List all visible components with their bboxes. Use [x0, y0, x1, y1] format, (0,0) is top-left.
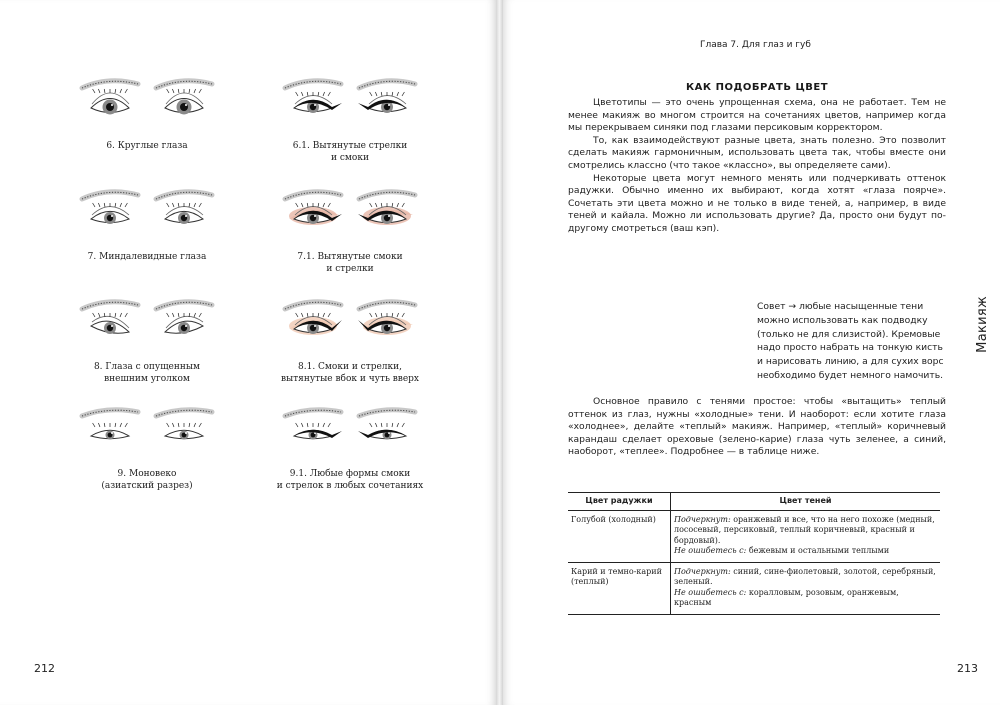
eye-caption: 9.1. Любые формы смоки и стрелок в любых сочетаниях [276, 469, 424, 491]
safe-choice-text: коралловым, розовым, оранжевым, красным [674, 587, 899, 607]
table-body [568, 510, 940, 614]
section-title: КАК ПОДОБРАТЬ ЦВЕТ [686, 82, 829, 93]
safe-choice-label: Не ошибетесь с: [674, 546, 747, 555]
iris-color-cell: Карий и темно-карий (теплый) [568, 562, 671, 614]
eye-illustration [72, 72, 222, 134]
emphasis-text: синий, сине-фиолетовый, золотой, серебряный, зеленый. [674, 566, 936, 586]
paragraph: То, как взаимодействуют разные цвета, знать полезно. Это позволит сделать макияж гармоничным, использовать цвета так, чтобы вместе они смотрелись классно (что такое «классно», вы определяете сами). [568, 134, 946, 171]
left-page [0, 0, 496, 705]
eye-figure [52, 400, 242, 492]
eye-illustration [72, 293, 222, 355]
table-header-row [568, 493, 940, 511]
section-side-tab: Макияж [975, 296, 990, 353]
eye-illustration [72, 400, 222, 462]
table-header-shadows: Цвет теней [671, 493, 941, 511]
eye-illustration [275, 183, 425, 245]
eye-caption: 8.1. Смоки и стрелки, вытянутые вбок и чуть вверх [280, 362, 420, 384]
paragraph: Основное правило с тенями простое: чтобы «вытащить» теплый оттенок из глаз, нужны «холодные» тени. И наоборот: если хотите глаза «холоднее», делайте «теплый» макияж. Например, «теплый» коричневый карандаш сделает ореховые (зелено-карие) глаза чуть зеленее, а синий, наоборот, «теплее». Подробнее — в таблице ниже. [568, 396, 946, 458]
table-row [568, 562, 940, 614]
eye-caption: 7.1. Вытянутые смоки и стрелки [297, 252, 403, 274]
eye-caption: 6.1. Вытянутые стрелки и смоки [292, 141, 408, 163]
eye-illustration [275, 72, 425, 134]
iris-color-table [568, 492, 940, 615]
table-row [568, 510, 940, 562]
eye-figure [255, 183, 445, 275]
rule-text [568, 396, 946, 459]
page-number-left: 212 [34, 662, 55, 675]
safe-choice-text: бежевым и остальными теплыми [746, 546, 890, 555]
emphasis-label: Подчеркнут: [674, 514, 731, 524]
right-page [503, 0, 1000, 705]
eye-illustration [72, 183, 222, 245]
paragraph: Цветотипы — это очень упрощенная схема, она не работает. Тем не менее макияж во многом строится на сочетаниях цветов, например когда мы перекрываем синяки под глазами персиковым корректором. [568, 97, 946, 134]
eye-figure [255, 293, 445, 385]
emphasis-label: Подчеркнут: [674, 566, 731, 576]
eye-figure [255, 400, 445, 492]
tip-callout: Совет → любые насыщенные тени можно использовать как подводку (только не для слизистой). Кремовые надо просто набрать на тонкую кисть и нарисовать линию, а для сухих ворс необходимо будет немного намочить. [757, 301, 944, 381]
eye-caption: 8. Глаза с опущенным внешним уголком [93, 362, 201, 384]
eye-caption: 9. Моновеко (азиатский разрез) [101, 469, 193, 491]
running-head: Глава 7. Для глаз и губ [700, 40, 811, 50]
eye-figure [52, 293, 242, 385]
intro-text [568, 97, 946, 236]
emphasis-text: оранжевый и все, что на него похоже (медный, лососевый, персиковый, теплый коричневый, красный и бордовый). [674, 514, 935, 545]
shadow-color-cell [671, 562, 941, 614]
eye-figure [52, 72, 242, 152]
eye-caption: 6. Круглые глаза [106, 141, 188, 151]
eye-caption: 7. Миндалевидные глаза [87, 252, 207, 262]
table-header-iris: Цвет радужки [568, 493, 671, 511]
paragraph: Некоторые цвета могут немного менять или подчеркивать оттенок радужки. Обычно именно их выбирают, когда хотят «глаза поярче». Сочетать эти цвета можно и не только в виде теней, а, например, в виде теней и кайала. Можно ли использовать другие? Да, просто они будут по-другому смотреться (ваш кэп). [568, 172, 946, 234]
eye-figure [255, 72, 445, 164]
iris-color-cell: Голубой (холодный) [568, 510, 671, 562]
eye-figure [52, 183, 242, 263]
shadow-color-cell [671, 510, 941, 562]
book-gutter [496, 0, 503, 705]
safe-choice-label: Не ошибетесь с: [674, 587, 747, 597]
eye-illustration [275, 293, 425, 355]
eye-illustration [275, 400, 425, 462]
page-number-right: 213 [957, 662, 978, 675]
